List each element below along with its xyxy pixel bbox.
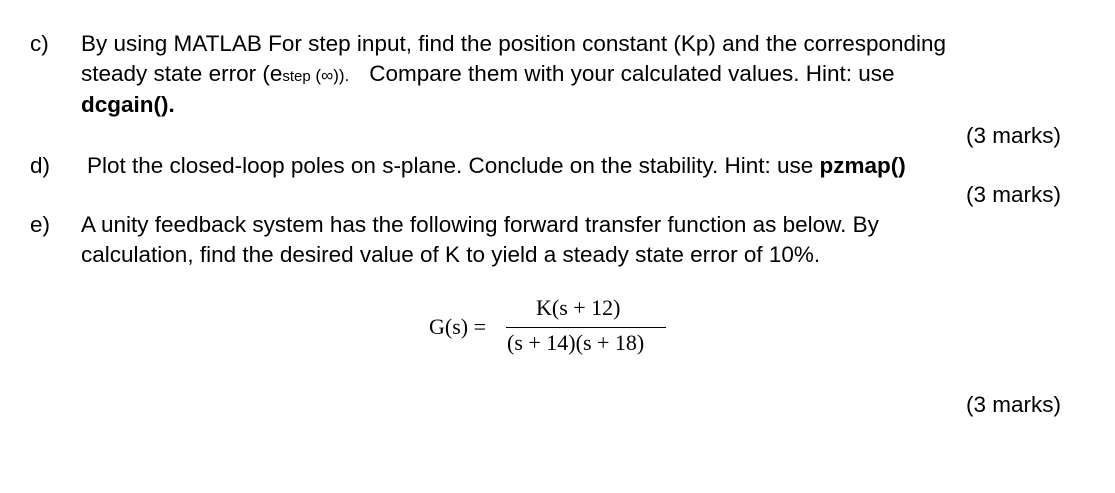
question-c-marks: (3 marks) xyxy=(966,123,1061,148)
question-d-marks: (3 marks) xyxy=(966,182,1061,207)
question-d-text xyxy=(87,155,906,178)
question-c-line2 xyxy=(81,63,895,86)
question-c-line2-start: steady state error ( xyxy=(81,61,270,86)
question-d-sentence: Plot the closed-loop poles on s-plane. Conclude on the stability. Hint: use xyxy=(87,153,820,178)
question-c-line2-end: Compare them with your calculated values. Hint: use xyxy=(369,61,895,86)
fraction-bar xyxy=(506,327,666,328)
question-c-line1: By using MATLAB For step input, find the position constant (Kp) and the corresponding xyxy=(81,31,947,56)
question-d-hint-function: pzmap() xyxy=(819,153,906,178)
question-d-label: d) xyxy=(30,153,51,178)
question-c-hint-function: dcgain(). xyxy=(81,92,175,117)
error-infinity: (∞)). xyxy=(310,66,350,85)
error-symbol: e xyxy=(269,61,283,86)
formula-numerator: K(s + 12) xyxy=(536,295,621,320)
question-e-marks: (3 marks) xyxy=(966,392,1061,417)
formula-lhs: G(s) = xyxy=(429,314,487,339)
question-e-line2: calculation, find the desired value of K to yield a steady state error of 10%. xyxy=(81,242,821,267)
error-subscript: step xyxy=(282,68,311,85)
question-e-line1: A unity feedback system has the following forward transfer function as below. By xyxy=(81,212,879,237)
question-c-label: c) xyxy=(30,31,49,56)
question-e-label: e) xyxy=(30,212,51,237)
formula-denominator: (s + 14)(s + 18) xyxy=(507,330,645,355)
